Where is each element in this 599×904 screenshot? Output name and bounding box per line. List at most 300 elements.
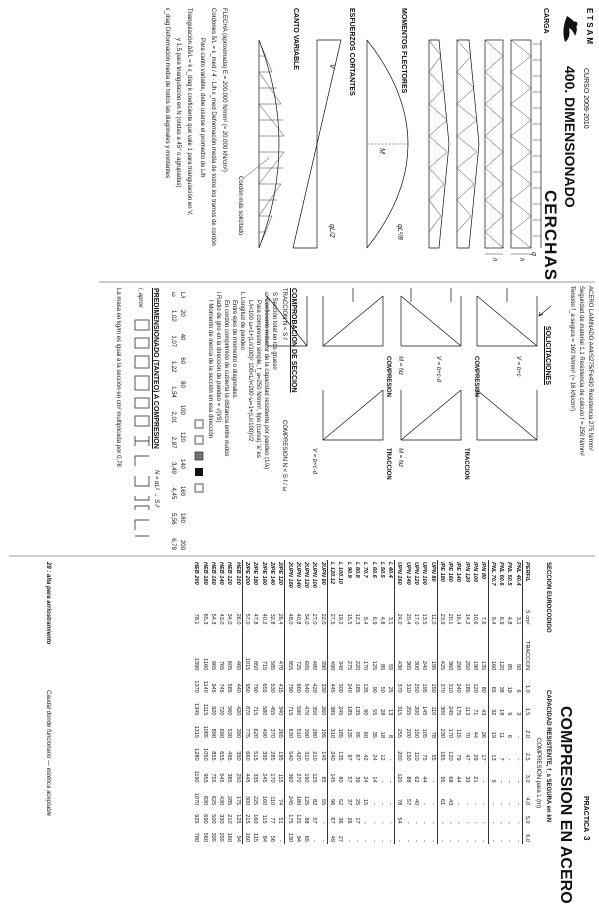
profile-cell: L 50.5	[378, 562, 385, 578]
value-cell: 50	[378, 686, 385, 693]
profile-cell: HEB 120	[226, 562, 233, 585]
value-cell: -	[506, 840, 513, 842]
value-cell: -	[276, 826, 285, 844]
value-cell: 690	[218, 728, 225, 739]
value-cell: -	[386, 807, 395, 825]
table-row	[251, 560, 259, 844]
value-cell: 590	[294, 706, 301, 716]
value-cell: 765	[218, 660, 225, 671]
value-cell: 125	[370, 660, 377, 671]
value-cell: 855	[286, 660, 293, 671]
value-cell: 80	[337, 776, 344, 783]
value-cell: 145	[319, 740, 328, 763]
value-cell: 1085	[201, 725, 208, 739]
value-cell: -	[413, 821, 419, 824]
value-cell: 285	[226, 795, 233, 806]
value-cell: 7	[497, 757, 504, 761]
value-cell: -	[404, 821, 411, 824]
table-row	[242, 560, 251, 844]
value-cell: 105	[421, 728, 428, 739]
value-cell: 33	[463, 776, 470, 783]
value-cell: 65,3	[201, 613, 208, 625]
value-cell: -	[447, 821, 454, 824]
value-cell: 1315	[193, 725, 200, 739]
value-cell: 745	[218, 683, 225, 693]
value-cell: 480	[311, 660, 318, 671]
value-cell: 495	[226, 751, 233, 761]
value-cell: 115	[252, 833, 259, 842]
note-2: ω Coeficiente reductor de la capacidad resistente por pandeo (1/λ)	[263, 292, 269, 470]
value-cell: 135	[345, 728, 352, 739]
value-cell: 115	[455, 729, 462, 739]
value-cell: 830	[201, 795, 208, 806]
value-cell: 125	[294, 814, 301, 824]
col-length: 4,0	[523, 797, 530, 806]
table-row	[192, 560, 200, 844]
value-cell: 920	[209, 706, 216, 716]
value-cell: 52	[337, 799, 344, 806]
value-cell: 14,2	[463, 613, 470, 625]
table-header-row	[522, 560, 531, 844]
profile-cell: L 100.10	[337, 562, 344, 584]
value-cell: 71	[472, 709, 479, 716]
value-cell: 15	[362, 799, 369, 806]
value-cell: 6	[513, 672, 522, 695]
value-cell: 310	[329, 728, 336, 739]
value-cell: 79	[455, 754, 462, 761]
v-label: V	[328, 64, 335, 69]
note-4: L/i<100 ω=1+(L/i/100)² 100<L/i<200 ω=1+(L/i/100)²/2	[247, 300, 253, 442]
value-cell: 40,2	[260, 613, 267, 625]
compresion-label-1: COMPRESION	[473, 356, 479, 398]
value-cell: 43	[447, 799, 454, 806]
table-footnote-2: Caudal donde funcionario — estética aceptable	[45, 690, 51, 817]
value-cell: 490	[260, 728, 267, 739]
value-cell: 585	[268, 660, 275, 671]
value-cell: 25	[386, 672, 395, 695]
table-title: CAPACIDAD RESISTENTE, f_s SEGURA en kN	[545, 690, 551, 823]
value-cell: 3,1	[513, 601, 522, 627]
traccion-cond: TRACCION N < S·f	[281, 288, 287, 340]
value-cell: 655	[218, 751, 225, 761]
value-cell: 530	[268, 683, 275, 693]
value-cell: 82	[311, 799, 318, 806]
value-cell: 57,0	[244, 613, 251, 625]
value-cell: -	[311, 840, 318, 842]
value-cell: 330	[218, 814, 225, 824]
value-cell: 4,8	[506, 616, 513, 625]
value-cell: -	[386, 763, 395, 785]
carga-label: CARGA	[542, 8, 549, 34]
profile-cell: 2IPE 180	[252, 562, 259, 586]
table-row	[446, 560, 454, 844]
col-length: 5,0	[523, 815, 530, 824]
table-row	[327, 560, 336, 844]
value-cell: 88	[303, 817, 310, 824]
value-cell: 540	[303, 683, 310, 693]
note-9: I Momento de inercia de la sección en esa dirección	[207, 300, 213, 439]
value-cell: 57	[311, 817, 318, 824]
value-cell: 9	[506, 712, 513, 716]
value-cell: -	[513, 763, 522, 785]
profile-cell: IPE 140	[455, 562, 462, 582]
value-cell: 67	[329, 817, 336, 824]
value-cell: 430	[396, 660, 403, 671]
value-cell: 655	[260, 683, 267, 693]
profile-cell: 2UPN 120	[303, 562, 310, 588]
value-cell: 110	[413, 751, 419, 761]
value-cell: 57	[404, 799, 411, 806]
value-cell: -	[513, 740, 522, 763]
value-cell: 15,5	[345, 613, 352, 625]
table-subtitle: COMPRESION para L (m)	[535, 738, 541, 809]
value-cell: 12	[378, 754, 385, 761]
unit-title: 400. DIMENSIONADO	[562, 66, 578, 208]
col-length: 6,0	[523, 834, 530, 842]
value-cell: -	[421, 840, 428, 842]
value-cell: 195	[319, 717, 328, 740]
value-cell: -	[404, 840, 411, 842]
value-cell: 240	[329, 751, 336, 761]
value-cell: 220	[353, 660, 360, 671]
value-cell: 56	[268, 835, 275, 842]
value-cell: 43,0	[218, 613, 225, 625]
value-cell: 65	[303, 835, 310, 842]
value-cell: 1345	[193, 702, 200, 716]
value-cell: 24	[370, 754, 377, 761]
topic-title: CERCHAS	[541, 190, 560, 282]
value-cell: 29	[472, 754, 479, 761]
value-cell: 17	[479, 740, 488, 763]
profile-cell: L 80.8	[353, 562, 360, 578]
value-cell: 510	[294, 728, 301, 739]
value-cell: 47,8	[252, 613, 259, 625]
value-cell: 94	[294, 835, 301, 842]
table-row	[386, 560, 395, 844]
value-cell: 10,6	[472, 613, 479, 625]
value-cell: -	[513, 807, 522, 825]
value-cell: 40	[413, 799, 419, 806]
value-cell: 370	[268, 728, 275, 739]
value-cell: 20,1	[447, 613, 454, 625]
value-cell: 300	[337, 683, 344, 693]
logo-text: ETSAM	[585, 8, 594, 46]
value-cell: 470	[303, 706, 310, 716]
flecha-line-1: FLECHA (aproximada) E = 200.000 N/mm² (≈ 20.000 kN/cm²)	[221, 8, 227, 172]
value-cell: 1015	[244, 657, 251, 671]
value-cell: 625	[209, 795, 216, 806]
col-length: 3,0	[523, 774, 530, 783]
value-cell: 35	[370, 731, 377, 739]
table-row	[463, 560, 471, 844]
table-row	[378, 560, 386, 844]
value-cell: 125	[303, 795, 310, 806]
value-cell: 215	[244, 814, 251, 824]
value-cell: 17	[353, 817, 360, 824]
value-cell: 265	[276, 717, 285, 740]
value-cell: 250	[413, 683, 419, 693]
value-cell: 120	[472, 683, 479, 693]
profile-cell: IPN 80	[479, 560, 488, 601]
value-cell: 65	[489, 686, 496, 693]
ql-label: qL/2	[328, 224, 335, 238]
value-cell: 55	[319, 785, 328, 808]
profile-cell: PNL 40.4	[513, 560, 522, 601]
value-cell: 95	[353, 731, 360, 739]
value-cell: 245	[447, 706, 454, 716]
value-cell: 445	[244, 773, 251, 783]
profile-cell: HEB 140	[218, 562, 225, 585]
value-cell: 775	[244, 728, 251, 739]
value-cell: 210	[226, 814, 233, 824]
traccion-label-2: TRACCION	[385, 448, 391, 480]
value-cell: 780	[193, 832, 200, 842]
value-cell: 16,4	[455, 613, 462, 625]
value-cell: 19,2	[337, 613, 344, 625]
value-cell: -	[378, 803, 385, 806]
value-cell: 950	[244, 683, 251, 693]
value-cell: -	[421, 803, 428, 806]
li-value: 160	[179, 485, 185, 496]
value-cell: 240	[455, 683, 462, 693]
profile-cell: 2IPE 140	[268, 562, 275, 586]
value-cell: 560	[226, 706, 233, 716]
m-label: M	[378, 148, 385, 154]
omega-value: 1,22	[170, 360, 176, 373]
tension-line: Tensión f_a segura = 160 N/mm² (≈ 16 kN/cm²)	[569, 286, 575, 412]
value-cell: 360	[286, 773, 293, 783]
table-row	[369, 560, 377, 844]
value-cell: 78	[428, 717, 437, 740]
value-cell: 870	[244, 706, 251, 716]
value-cell: 22,0	[319, 601, 328, 627]
value-cell: 200	[396, 751, 403, 761]
value-cell: 255	[218, 832, 225, 842]
value-cell: 90	[362, 709, 369, 716]
value-cell: -	[370, 840, 377, 842]
value-cell: 37	[345, 799, 352, 806]
value-cell: 68	[447, 776, 454, 783]
value-cell: 94	[234, 826, 243, 844]
table-row	[428, 560, 437, 844]
value-cell: 48,0	[286, 613, 293, 625]
value-cell: -	[447, 840, 454, 842]
col-traccion: TRACCION	[523, 640, 530, 671]
value-cell: 14	[370, 776, 377, 783]
value-cell: 300	[244, 795, 251, 806]
table-row	[505, 560, 513, 844]
comprobacion-label: COMPROBACION DE SECCION	[290, 288, 297, 393]
value-cell: 26,0	[234, 601, 243, 627]
li-value: 40	[179, 333, 185, 341]
table-footnote-1: 28 : alta para arriostramiento	[45, 562, 51, 645]
value-cell: 55	[370, 709, 377, 716]
value-cell: 11	[497, 732, 504, 739]
value-cell: 9,4	[489, 616, 496, 625]
esfuerzos-label: ESFUERZOS CORTANTES	[348, 8, 355, 96]
value-cell: 340	[276, 695, 285, 718]
value-cell: 280	[311, 728, 318, 739]
value-cell: 335	[252, 773, 259, 783]
value-cell: 1190	[193, 770, 200, 783]
value-cell: -	[386, 826, 395, 844]
value-cell: 44	[421, 776, 428, 783]
value-cell: 7,6	[479, 601, 488, 627]
value-cell: -	[513, 826, 522, 844]
value-cell: 32	[489, 709, 496, 716]
v-eq-2: V = b+c-d	[435, 356, 441, 383]
profile-cell: L 60.6	[370, 562, 377, 578]
note-1: S Sección total en los grueso	[271, 292, 277, 370]
value-cell: 310	[404, 683, 411, 693]
profile-cell: PNL 70.7	[489, 562, 496, 586]
value-cell: 51	[276, 807, 285, 825]
seguridad-line: Seguridad de material 1,1 Resistencia de cálculo f = 250 N/mm²	[578, 286, 584, 456]
value-cell: -	[362, 821, 369, 824]
value-cell: 395	[209, 832, 216, 842]
profile-cell: 2IPE 120	[276, 560, 285, 601]
table-row	[200, 560, 208, 844]
value-cell: 27	[337, 835, 344, 842]
value-cell: 120	[497, 660, 504, 671]
value-cell: 630	[286, 728, 293, 739]
value-cell: 34,0	[303, 613, 310, 625]
li-value: 140	[179, 458, 185, 469]
value-cell: 255	[404, 706, 411, 716]
col-length: 1,5	[523, 707, 530, 716]
value-cell: 1115	[201, 703, 208, 716]
col-length: 2,5	[523, 752, 530, 761]
profile-cell: IPE 180	[438, 562, 445, 582]
value-cell: 585	[226, 683, 233, 693]
value-cell: 200	[413, 706, 419, 716]
value-cell: -	[438, 821, 445, 824]
flecha-line-5: y 1,5 para triangulación en N (ondas a 45° o agrupadas)	[175, 38, 181, 188]
value-cell: -	[455, 840, 462, 842]
value-cell: -	[497, 803, 504, 806]
value-cell: 490	[329, 660, 336, 671]
value-cell: 175	[286, 814, 293, 824]
value-cell: 160	[489, 660, 496, 671]
cordon-note: Cordón más solicitado	[237, 176, 243, 236]
value-cell: 54	[396, 817, 403, 824]
value-cell: 24,0	[396, 613, 403, 625]
omega-label: ω	[170, 292, 176, 297]
value-cell: 165	[438, 751, 445, 761]
value-cell: 3	[513, 695, 522, 718]
value-cell: 130	[286, 832, 293, 842]
table-row	[412, 560, 420, 844]
value-cell: 240	[421, 660, 428, 671]
ql2-label: qL²/8	[396, 224, 403, 240]
value-cell: 135	[362, 683, 369, 693]
value-cell: 190	[472, 660, 479, 671]
li-label: L/i	[179, 292, 185, 299]
profile-cell: UPN 120	[413, 562, 419, 585]
value-cell: 725	[294, 660, 301, 671]
table-row	[404, 560, 412, 844]
value-cell: 1070	[193, 792, 200, 806]
value-cell: 245	[337, 706, 344, 716]
momentos-label: MOMENTOS FLECTORES	[400, 8, 407, 94]
table-row	[319, 560, 328, 844]
value-cell: 115	[276, 763, 285, 785]
value-cell: 470	[276, 627, 285, 673]
table-row	[395, 560, 404, 844]
table-row	[353, 560, 361, 844]
value-cell: 500	[209, 814, 216, 824]
value-cell: 965	[209, 660, 216, 671]
value-cell: 310	[303, 751, 310, 761]
value-cell: -	[345, 840, 352, 842]
value-cell: 390	[303, 728, 310, 739]
value-cell: 175	[455, 706, 462, 716]
omega-value: 1,02	[170, 310, 176, 322]
value-cell: 6	[506, 734, 513, 739]
value-cell: 8	[386, 717, 395, 740]
masa-note: La masa en kg/m es igual a la sección en cm² multiplicada por 0,78	[115, 288, 121, 467]
value-cell: 170	[268, 773, 275, 783]
table-row	[268, 560, 276, 844]
value-cell: 26	[479, 717, 488, 740]
value-cell: 300	[413, 660, 419, 671]
col-length: 2,0	[523, 730, 530, 739]
value-cell: 420	[234, 695, 243, 718]
value-cell: 44	[455, 776, 462, 783]
value-cell: 55	[386, 627, 395, 673]
table-row	[361, 560, 369, 844]
value-cell: 310	[447, 683, 454, 693]
value-cell: 42	[362, 754, 369, 761]
value-cell: -	[378, 840, 385, 842]
value-cell: -	[472, 803, 479, 806]
value-cell: 11,0	[428, 601, 437, 627]
q-label: q	[530, 252, 537, 256]
value-cell: 90	[370, 686, 377, 693]
profile-cell: IPN 100	[472, 562, 479, 583]
value-cell: 55	[428, 740, 437, 763]
value-cell: 150	[428, 672, 437, 695]
value-cell: 80	[479, 672, 488, 695]
value-cell: 88	[404, 776, 411, 783]
value-cell: 17,0	[413, 613, 419, 625]
table-row	[285, 560, 294, 844]
value-cell: 120	[447, 751, 454, 761]
value-cell: -	[506, 758, 513, 761]
value-cell: -	[413, 840, 419, 842]
value-cell: 85	[378, 663, 385, 671]
value-cell: 150	[413, 728, 419, 739]
value-cell: 300	[438, 706, 445, 716]
value-cell: 38	[497, 686, 504, 693]
value-cell: -	[428, 785, 437, 808]
value-cell: -	[472, 821, 479, 824]
value-cell: -	[497, 840, 504, 842]
value-cell: 715	[252, 706, 259, 716]
omega-value: 2,01	[170, 411, 176, 424]
value-cell: 515	[252, 751, 259, 761]
profile-cell: L 40.4	[386, 560, 395, 601]
page-number: 3	[582, 836, 591, 841]
profile-cell: 2UPN 80	[319, 560, 328, 601]
value-cell: 200	[404, 728, 411, 739]
profile-cell: L 70.7	[362, 562, 369, 578]
value-cell: 855	[209, 751, 216, 761]
value-cell: 4,8	[378, 616, 385, 625]
value-cell: 19	[489, 731, 496, 739]
value-cell: 23,9	[438, 613, 445, 625]
profile-cell: HEB 200	[193, 562, 200, 585]
